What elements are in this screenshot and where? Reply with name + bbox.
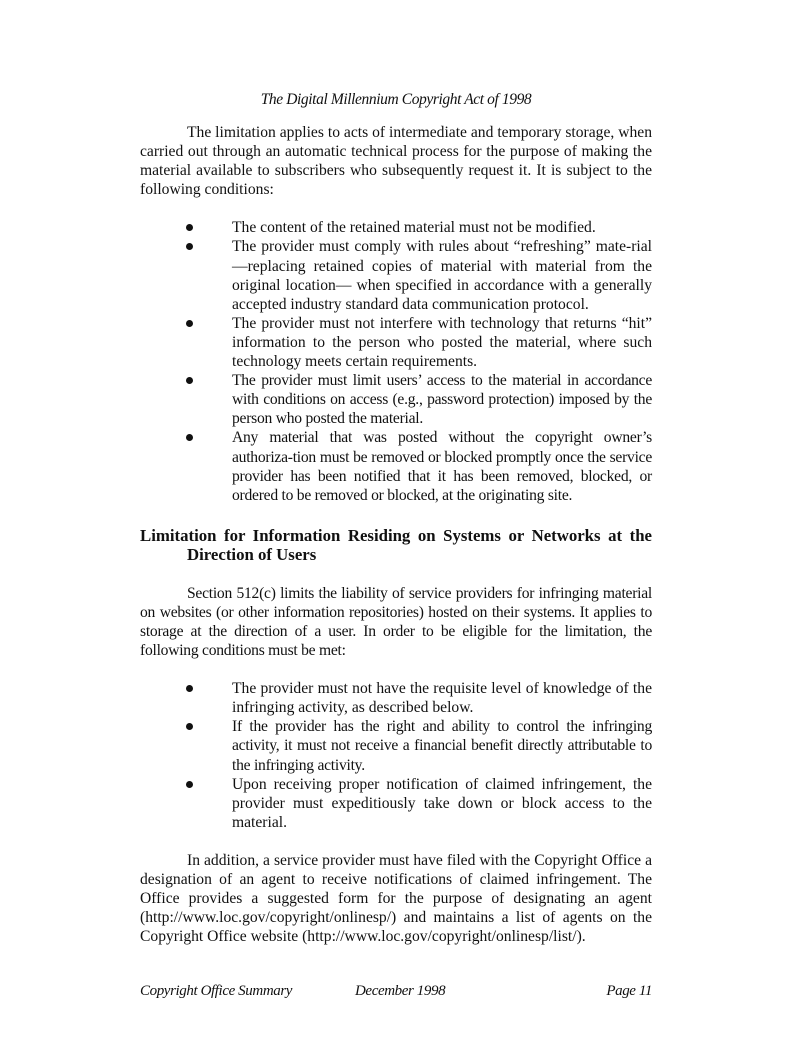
list-item-text: Any material that was posted without the copyright owner’s authoriza-tion must be removed or blocked promptly once the service provider has been notified that it has been removed, blocked, or ordered to be removed or blocked, at the originating site.	[232, 429, 652, 504]
running-header: The Digital Millennium Copyright Act of 1998	[260, 91, 532, 108]
section-512c-paragraph: Section 512(c) limits the liability of service providers for infringing material on websites (or other information repositories) hosted on their systems. It applies to storage at the direction of a user. In order to be eligible for the limitation, the following conditions must be met:	[140, 584, 652, 660]
document-page	[140, 0, 652, 1042]
footer-date: December 1998	[355, 983, 446, 1000]
list-item	[140, 775, 652, 832]
list-item	[140, 428, 652, 504]
bullet-icon	[186, 781, 193, 788]
list-item	[140, 679, 652, 717]
list-item-text: The provider must not interfere with technology that returns “hit” information to the person who posted the material, where such technology meets certain requirements.	[232, 314, 652, 371]
bullet-icon	[186, 685, 193, 692]
list-item	[140, 218, 652, 237]
running-footer	[140, 982, 652, 1002]
list-item-text: The content of the retained material must not be modified.	[232, 219, 596, 237]
footer-page-number: Page 11	[606, 983, 652, 1000]
list-item-text: The provider must not have the requisite level of knowledge of the infringing activity, as described below.	[232, 680, 652, 717]
footer-document-title: Copyright Office Summary	[140, 983, 293, 1000]
list-item	[140, 371, 652, 428]
bullet-icon	[186, 434, 193, 441]
list-item-text: The provider must comply with rules about “refreshing” mate-rial—replacing retained copies of material with material from the original location— when specified in accordance with a generally accepted industry standard data communication protocol.	[232, 238, 652, 313]
list-item-text: The provider must limit users’ access to the material in accordance with conditions on access (e.g., password protection) imposed by the person who posted the material.	[232, 372, 652, 428]
section-heading-line2: Direction of Users	[187, 545, 317, 565]
intro-paragraph: The limitation applies to acts of intermediate and temporary storage, when carried out through an automatic technical process for the purpose of making the material available to subscribers who subsequently request it. It is subject to the following conditions:	[140, 124, 652, 199]
bullet-icon	[186, 723, 193, 730]
caching-conditions-list	[140, 218, 652, 504]
hosting-conditions-list	[140, 679, 652, 832]
list-item	[140, 237, 652, 313]
list-item	[140, 717, 652, 774]
bullet-icon	[186, 377, 193, 384]
list-item-text: Upon receiving proper notification of claimed infringement, the provider must expeditiously take down or block access to the material.	[232, 775, 652, 831]
bullet-icon	[186, 243, 193, 250]
section-heading-line1: Limitation for Information Residing on Systems or Networks at the	[140, 525, 652, 545]
list-item-text: If the provider has the right and ability to control the infringing activity, it must not receive a financial benefit directly attributable to the infringing activity.	[232, 718, 652, 774]
section-heading	[140, 526, 652, 565]
agent-designation-paragraph: In addition, a service provider must have filed with the Copyright Office a designation of an agent to receive notifications of claimed infringement. The Office provides a suggested form for the purpose of designating an agent (http://www.loc.gov/copyright/onlinesp/) and maintains a list of agents on the Copyright Office website (http://www.loc.gov/copyright/onlinesp/list/).	[140, 851, 652, 946]
bullet-icon	[186, 320, 193, 327]
bullet-icon	[186, 224, 193, 231]
list-item	[140, 314, 652, 371]
